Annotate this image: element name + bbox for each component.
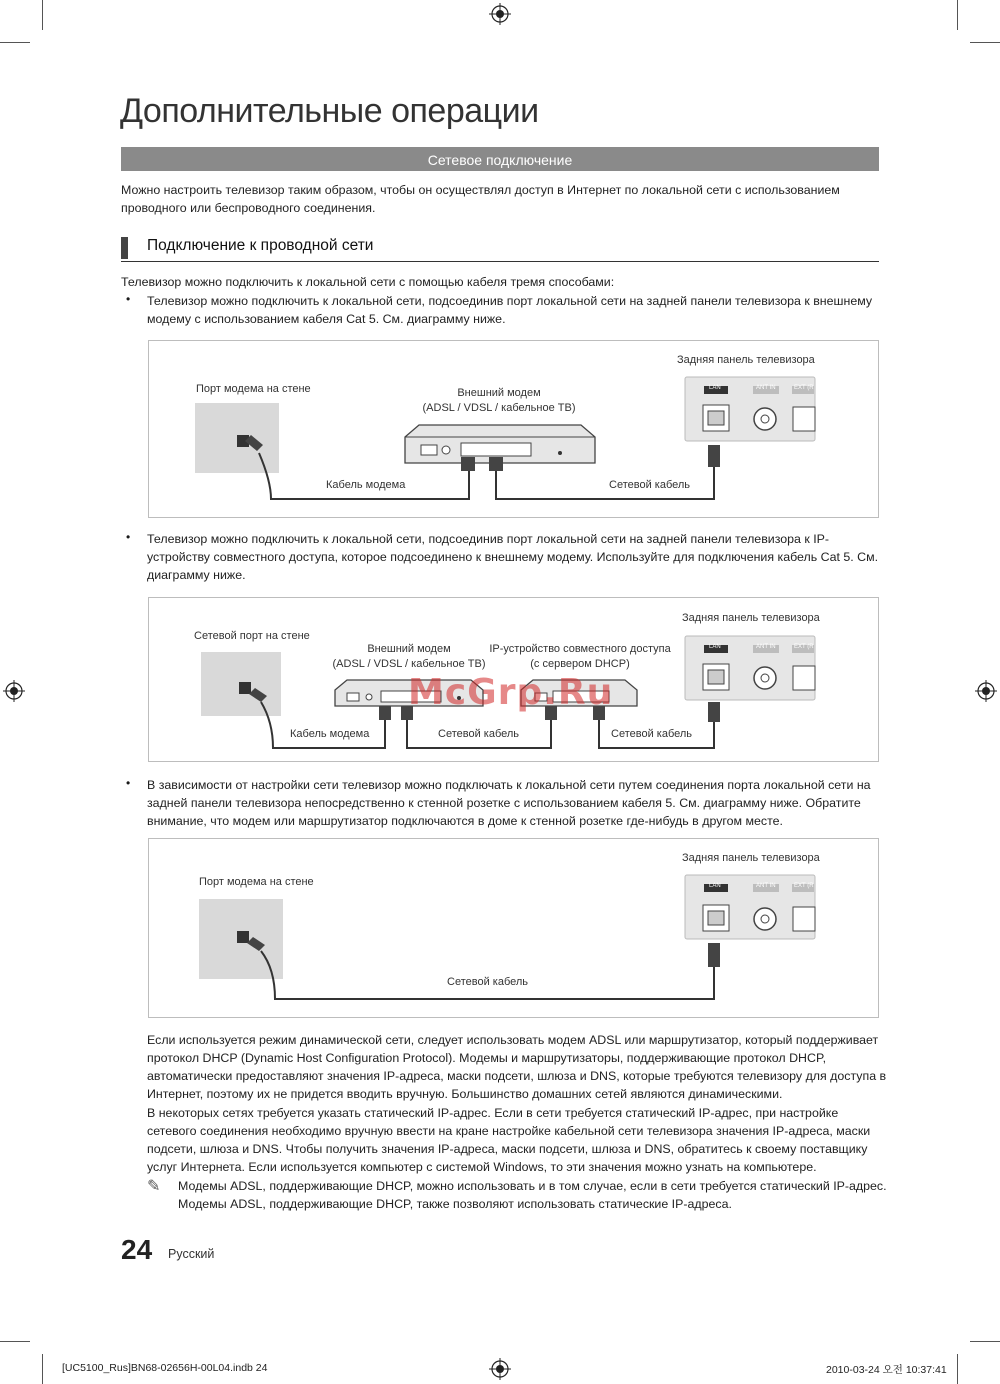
modem-cable-label: Кабель модема	[290, 728, 370, 740]
bullet-marker: •	[126, 530, 131, 544]
lan-port-label: LAN	[709, 883, 721, 889]
wall-port-label: Порт модема на стене	[199, 876, 314, 888]
crop-mark	[42, 1354, 43, 1384]
bullet-marker: •	[126, 292, 131, 306]
cable-plug-icon	[461, 457, 475, 471]
cable-plug-icon	[379, 706, 391, 720]
intro-line: проводного или беспроводного соединения.	[121, 201, 376, 215]
subsection-header	[121, 235, 879, 262]
note-line: Модемы ADSL, поддерживающие DHCP, можно использовать и в том случае, если в сети требуется статический IP-адрес.	[178, 1179, 887, 1193]
network-cable-line	[261, 951, 714, 999]
paragraph-line: протокол DHCP (Dynamic Host Configuration Protocol). Модемы и маршрутизаторы, поддерживающие протокол DHCP,	[147, 1051, 827, 1065]
bullet-marker: •	[126, 776, 131, 790]
note-line: Модемы ADSL, поддерживающие DHCP, также позволяют использовать статические IP-адреса.	[178, 1197, 732, 1211]
registration-mark-icon	[3, 680, 25, 702]
diagram-wall-direct	[148, 838, 879, 1018]
network-cable-label: Сетевой кабель	[447, 976, 529, 988]
cable-plug-icon	[489, 457, 503, 471]
network-cable-label: Сетевой кабель	[438, 728, 520, 740]
crop-mark	[0, 42, 30, 43]
crop-mark	[42, 0, 43, 30]
note-pencil-icon: ✎	[147, 1178, 161, 1195]
bullet-line: Телевизор можно подключить к локальной сети, подсоединив порт локальной сети на задней панели телевизора к IP-	[147, 532, 830, 546]
diagram-drawing	[149, 839, 878, 1017]
wall-port-icon	[237, 931, 249, 943]
modem-cable-label: Кабель модема	[326, 479, 406, 491]
crop-mark	[970, 1341, 1000, 1342]
registration-mark-icon	[975, 680, 997, 702]
cable-plug-icon	[708, 445, 720, 467]
modem-label: Внешний модем	[367, 643, 451, 655]
lan-port-label: LAN	[709, 644, 721, 650]
tv-panel-label: Задняя панель телевизора	[682, 852, 820, 864]
page-number: 24	[121, 1234, 153, 1265]
crop-mark	[0, 1341, 30, 1342]
lead-text: Телевизор можно подключить к локальной сети с помощью кабеля тремя способами:	[121, 275, 615, 289]
wall-port-label: Порт модема на стене	[196, 383, 311, 395]
network-cable-label: Сетевой кабель	[611, 728, 693, 740]
lan-port-label: LAN	[709, 385, 721, 391]
paragraph-line: услуг Интернета. Если используется компьютер с системой Windows, то эти значения можно узнать на компьютере.	[147, 1160, 817, 1174]
cable-plug-icon	[708, 943, 720, 967]
bullet-line: модему с использованием кабеля Cat 5. См. диаграмму ниже.	[147, 312, 506, 326]
ext-port-label: EXT (R	[794, 883, 814, 889]
crop-mark	[957, 0, 958, 30]
paragraph-line: сетевого соединения необходимо вручную ввести на кране настройке кабельной сети телевизора значения IP-адреса, маски	[147, 1124, 871, 1138]
page-title: Дополнительные операции	[120, 92, 539, 130]
crop-mark	[970, 42, 1000, 43]
paragraph-line: подсети, шлюза и DNS. Чтобы получить значения IP-адреса, маски подсети, шлюза и DNS, обратитесь к своему поставщику	[147, 1142, 868, 1156]
paragraph-line: Интернет, поэтому их не придется вводить вручную. Большинство домашних сетей являются динамическими.	[147, 1087, 783, 1101]
paragraph-line: Если используется режим динамической сети, следует использовать модем ADSL или маршрутизатор, который поддерживает	[147, 1033, 879, 1047]
modem-type-label: (ADSL / VDSL / кабельное ТВ)	[332, 658, 486, 670]
bullet-line: устройству совместного доступа, которое подсоединено к внешнему модему. Используйте для подключения кабель Cat 5. См.	[147, 550, 879, 564]
bullet-line: Телевизор можно подключить к локальной сети, подсоединив порт локальной сети на задней панели телевизора к внешнему	[147, 294, 873, 308]
cable-plug-icon	[708, 702, 720, 722]
diagram-drawing	[149, 341, 878, 517]
registration-mark-icon	[489, 3, 511, 25]
footer-timestamp: 2010-03-24 오전 10:37:41	[826, 1364, 947, 1376]
page-language: Русский	[168, 1247, 215, 1261]
subsection-marker	[121, 237, 128, 259]
intro-line: Можно настроить телевизор таким образом, чтобы он осуществлял доступ в Интернет по локальной сети с использованием	[121, 183, 840, 197]
ext-port-label: EXT (R	[794, 644, 814, 650]
modem-type-label: (ADSL / VDSL / кабельное ТВ)	[422, 402, 576, 414]
tv-panel-label: Задняя панель телевизора	[682, 612, 820, 624]
diagram-modem-direct	[148, 340, 879, 518]
subsection-title: Подключение к проводной сети	[147, 237, 374, 254]
bullet-line: диаграмму ниже.	[147, 568, 246, 582]
watermark: McGrp.Ru	[408, 672, 614, 713]
tv-panel-label: Задняя панель телевизора	[677, 354, 815, 366]
ant-port-label: ANT IN	[756, 385, 776, 391]
ext-port-label: EXT (R	[794, 385, 814, 391]
modem-label: Внешний модем	[457, 387, 541, 399]
crop-mark	[957, 1354, 958, 1384]
wall-port-label: Сетевой порт на стене	[194, 630, 310, 642]
ant-port-label: ANT IN	[756, 644, 776, 650]
ant-port-label: ANT IN	[756, 883, 776, 889]
network-cable-label: Сетевой кабель	[609, 479, 691, 491]
ip-sharer-label: IP-устройство совместного доступа	[489, 643, 671, 655]
wall-port-icon	[239, 682, 251, 694]
section-title: Сетевое подключение	[121, 147, 879, 171]
bullet-line: В зависимости от настройки сети телевизор можно подключать к локальной сети путем соединения порта локальной сети на	[147, 778, 871, 792]
paragraph-line: В некоторых сетях требуется указать статический IP-адрес. Если в сети требуется статический IP-адрес, при настройке	[147, 1106, 839, 1120]
ip-sharer-type-label: (с сервером DHCP)	[530, 658, 630, 670]
paragraph-line: автоматически предоставляют значения IP-адреса, маски подсети, шлюза и DNS, которые требуются телевизору для доступа в	[147, 1069, 887, 1083]
bullet-line: внимание, что модем или маршрутизатор подключаются в доме к стенной розетке где-нибудь в другом месте.	[147, 814, 783, 828]
registration-mark-icon	[489, 1358, 511, 1380]
footer-file-info: [UC5100_Rus]BN68-02656H-00L04.indb 24	[62, 1362, 268, 1374]
bullet-line: задней панели телевизора непосредственно к стенной розетке с использованием кабеля 5. См. диаграмму ниже. Обратите	[147, 796, 861, 810]
